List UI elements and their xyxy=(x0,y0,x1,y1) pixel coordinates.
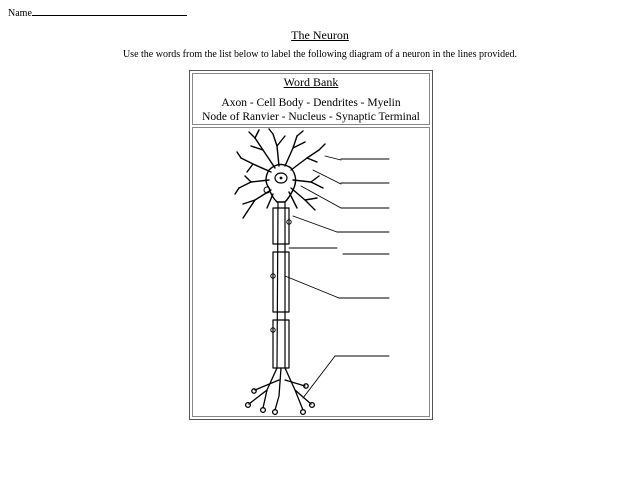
name-label: Name xyxy=(8,8,32,19)
nodes-of-ranvier xyxy=(271,220,291,332)
word-bank-title: Word Bank xyxy=(283,75,339,89)
word-bank-line-2: Node of Ranvier - Nucleus - Synaptic Terminal xyxy=(202,111,420,123)
word-bank-line-1: Axon - Cell Body - Dendrites - Myelin xyxy=(221,97,401,109)
instructions-text: Use the words from the list below to label the following diagram of a neuron in the lines provided. xyxy=(122,49,518,60)
word-bank xyxy=(192,73,430,125)
myelin-sheath xyxy=(273,208,289,368)
page-title: The Neuron xyxy=(291,28,349,42)
worksheet-frame xyxy=(189,70,433,420)
name-field[interactable] xyxy=(8,6,187,19)
label-pointers xyxy=(285,156,389,398)
name-blank-line[interactable] xyxy=(32,6,187,16)
synaptic-terminal xyxy=(246,368,315,414)
axon xyxy=(277,202,285,368)
neuron-illustration xyxy=(193,128,429,416)
neuron-diagram xyxy=(192,127,430,417)
